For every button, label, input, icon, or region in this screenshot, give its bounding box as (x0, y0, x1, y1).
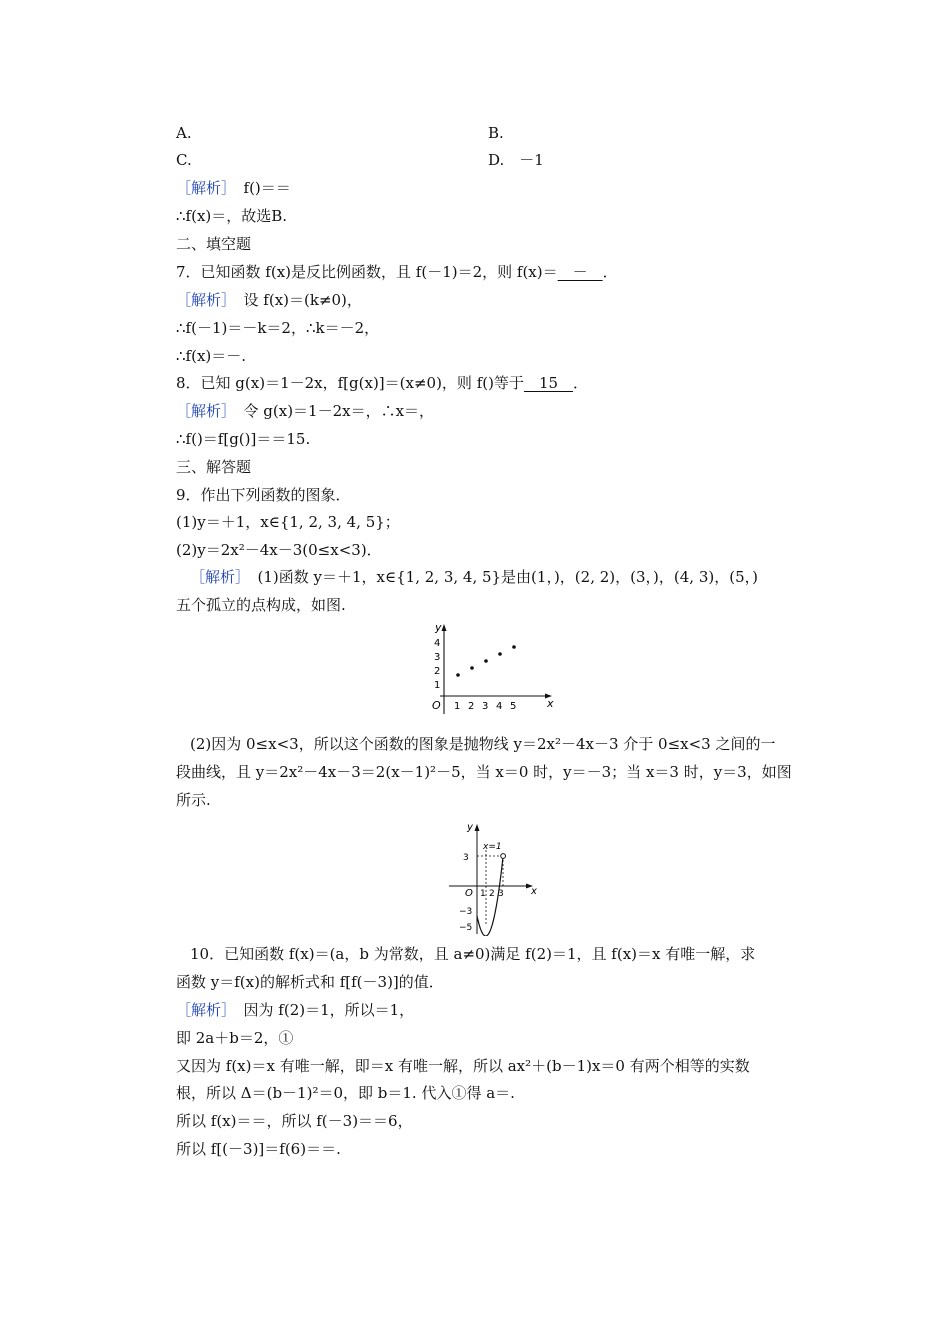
analysis-8 (176, 401, 434, 421)
figure-1-y-tick: 4 (434, 638, 441, 649)
figure-1-x-tick: 1 (454, 701, 461, 712)
section-answer: 三、解答题 (176, 458, 252, 476)
question-10-line-2: 函数 y＝f(x)的解析式和 f[f(－3)]的值． (176, 973, 444, 991)
question-9: 9．作出下列函数的图象． (176, 486, 351, 504)
analysis-text: f()＝＝ (228, 179, 291, 197)
figure-1-x-tick: 4 (496, 701, 503, 712)
figure-1-y-label: y (435, 621, 442, 634)
analysis-tag: ［解析］ (176, 291, 229, 309)
figure-2-x-label: x (531, 886, 537, 897)
analysis-10-step-5: 所以 f[(－3)]＝f(6)＝＝. (176, 1140, 341, 1158)
question-10-line-1: 10．已知函数 f(x)＝(a，b 为常数，且 a≠0)满足 f(2)＝1，且 f(x)＝x 有唯一解，求 (190, 945, 756, 963)
figure-1-y-tick: 1 (434, 680, 441, 691)
analysis-9-part-2-line-1: (2)因为 0≤x<3，所以这个函数的图象是抛物线 y＝2x²－4x－3 介于 0≤x<3 之间的一 (190, 735, 776, 753)
figure-2-y-label: y (467, 822, 473, 833)
analysis-7-result: ∴f(x)＝－. (176, 347, 247, 365)
figure-2-line-label: x=1 (483, 842, 502, 852)
question-7 (176, 262, 618, 282)
analysis-10 (176, 1000, 414, 1020)
figure-1-scatter (420, 618, 560, 718)
option-c: C. (176, 151, 192, 169)
figure-2-y-tick: 3 (463, 853, 469, 863)
analysis-tag: ［解析］ (176, 402, 229, 420)
analysis-text: 设 f(x)＝(k≠0)， (228, 291, 362, 309)
figure-1-points (456, 645, 516, 677)
figure-1-point (512, 645, 516, 649)
figure-1-x-tick: 2 (468, 701, 475, 712)
analysis-text: 因为 f(2)＝1，所以＝1， (228, 1001, 415, 1019)
figure-1-origin: O (432, 699, 441, 712)
analysis-9-conclusion: 五个孤立的点构成，如图. (176, 596, 346, 614)
question-8 (176, 373, 588, 393)
analysis-9 (190, 567, 758, 587)
question-8-answer: 15 (523, 374, 574, 392)
option-d: D. －1 (488, 151, 544, 169)
question-7-answer: － (557, 263, 603, 281)
figure-1-point (498, 652, 502, 656)
question-8-text: 8．已知 g(x)＝1－2x，f[g(x)]＝(x≠0)，则 f()等于 (176, 374, 524, 392)
analysis-6-conclusion: ∴f(x)＝，故选B. (176, 207, 288, 225)
figure-1-y-arrow-icon (442, 624, 447, 631)
analysis-9-part-2-line-2: 段曲线，且 y＝2x²－4x－3＝2(x－1)²－5，当 x＝0 时，y＝－3；当 x＝3 时，y＝3，如图 (176, 763, 792, 781)
analysis-text: (1)函数 y＝＋1，x∈{1, 2, 3, 4, 5}是由(1，)，(2, 2)，(3，)，(4, 3)，(5，) (242, 568, 758, 586)
analysis-tag: ［解析］ (190, 568, 243, 586)
question-8-end: ． (573, 374, 589, 392)
question-9-part-1: (1)y＝＋1，x∈{1, 2, 3, 4, 5}； (176, 513, 400, 531)
analysis-7-step: ∴f(－1)＝－k＝2，∴k＝－2， (176, 319, 380, 337)
question-7-end: ． (602, 263, 618, 281)
figure-1-point (470, 666, 474, 670)
analysis-10-step-2: 又因为 f(x)＝x 有唯一解，即＝x 有唯一解，所以 ax²＋(b－1)x＝0 有两个相等的实数 (176, 1057, 750, 1075)
figure-1-x-tick: 5 (510, 701, 517, 712)
analysis-10-step-1: 即 2a＋b＝2，① (176, 1029, 294, 1047)
figure-2-x-tick: 3 (498, 889, 504, 899)
analysis-text: 令 g(x)＝1－2x＝，∴x＝， (228, 402, 435, 420)
figure-2-parabola (443, 816, 543, 936)
section-fill-in: 二、填空题 (176, 235, 252, 253)
analysis-9-part-2-line-3: 所示. (176, 791, 211, 809)
figure-2-y-tick: −3 (459, 907, 473, 917)
figure-1-y-tick: 2 (434, 666, 441, 677)
analysis-8-result: ∴f()＝f[g()]＝＝15. (176, 430, 311, 448)
analysis-10-step-4: 所以 f(x)＝＝，所以 f(－3)＝＝6， (176, 1112, 413, 1130)
analysis-6 (176, 178, 291, 198)
figure-2-y-tick: −5 (459, 923, 473, 933)
figure-1-point (456, 673, 460, 677)
question-7-text: 7．已知函数 f(x)是反比例函数，且 f(－1)＝2，则 f(x)＝ (176, 263, 558, 281)
analysis-7 (176, 290, 362, 310)
figure-1-y-tick: 3 (434, 652, 441, 663)
question-9-part-2: (2)y＝2x²－4x－3(0≤x<3)． (176, 541, 382, 559)
analysis-tag: ［解析］ (176, 179, 229, 197)
figure-2-y-arrow-icon (475, 824, 480, 831)
analysis-tag: ［解析］ (176, 1001, 229, 1019)
option-b: B. (488, 124, 504, 142)
option-a: A. (176, 124, 192, 142)
figure-1-x-label: x (547, 697, 554, 710)
analysis-10-step-3: 根，所以 Δ＝(b－1)²＝0，即 b＝1. 代入①得 a＝. (176, 1084, 515, 1102)
figure-2-open-endpoint (501, 854, 506, 859)
figure-2-x-tick: 2 (489, 889, 495, 899)
figure-1-point (484, 659, 488, 663)
figure-2-x-tick: 1 (480, 889, 486, 899)
figure-2-origin: O (465, 888, 473, 899)
figure-1-x-tick: 3 (482, 701, 489, 712)
